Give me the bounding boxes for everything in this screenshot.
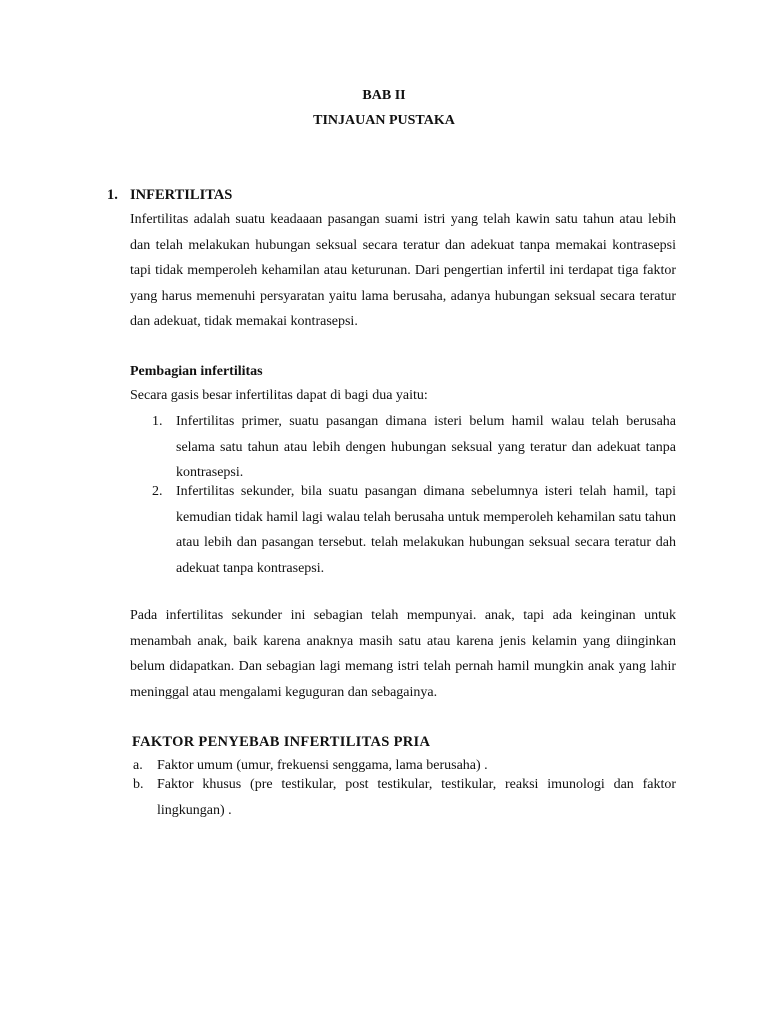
chapter-label: BAB II bbox=[362, 88, 406, 103]
list-marker: 1. bbox=[152, 414, 163, 429]
list-item: Infertilitas primer, suatu pasangan dimana isteri belum hamil walau telah berusaha selama satu tahun atau lebih dengen hubungan seksual yang teratur dan adekuat tanpa kontrasepsi. bbox=[176, 414, 676, 480]
subsection-heading: Pembagian infertilitas bbox=[130, 364, 263, 379]
subsection-intro: Secara gasis besar infertilitas dapat di bagi dua yaitu: bbox=[130, 388, 428, 403]
list-item: Faktor umum (umur, frekuensi senggama, lama berusaha) . bbox=[157, 758, 488, 773]
list-marker: 2. bbox=[152, 484, 163, 499]
infertilitas-paragraph: Infertilitas adalah suatu keadaaan pasangan suami istri yang telah kawin satu tahun atau lebih dan telah melakukan hubungan seksual secara teratur dan adekuat tanpa memakai kontrasepsi tapi tidak memperoleh kehamilan atau keturunan. Dari pengertian infertil ini terdapat tiga faktor yang harus memenuhi persyaratan yaitu lama berusaha, adanya hubungan seksual secara teratur dan adekuat, tidak memakai kontrasepsi. bbox=[130, 212, 676, 329]
list-marker: b. bbox=[133, 777, 144, 792]
chapter-title: TINJAUAN PUSTAKA bbox=[313, 113, 455, 128]
faktor-heading: FAKTOR PENYEBAB INFERTILITAS PRIA bbox=[132, 734, 431, 750]
list-item: Faktor khusus (pre testikular, post testikular, testikular, reaksi imunologi dan faktor lingkungan) . bbox=[157, 777, 676, 818]
section-heading: INFERTILITAS bbox=[130, 187, 233, 203]
list-marker: a. bbox=[133, 758, 143, 773]
closing-paragraph: Pada infertilitas sekunder ini sebagian telah mempunyai. anak, tapi ada keinginan untuk menambah anak, baik karena anaknya masih satu atau karena jenis kelamin yang diinginkan belum didapatkan. Dan sebagian lagi memang istri telah pernah hamil mungkin anak yang lahir meninggal atau mengalami keguguran dan sebagainya. bbox=[130, 608, 676, 700]
list-item: Infertilitas sekunder, bila suatu pasangan dimana sebelumnya isteri telah hamil, tapi kemudian tidak hamil lagi walau telah berusaha untuk memperoleh kehamilan satu tahun atau lebih dan pasangan tersebut. telah melakukan hubungan seksual secara teratur dah adekuat tanpa kontrasepsi. bbox=[176, 484, 676, 576]
section-number: 1. bbox=[107, 187, 118, 203]
